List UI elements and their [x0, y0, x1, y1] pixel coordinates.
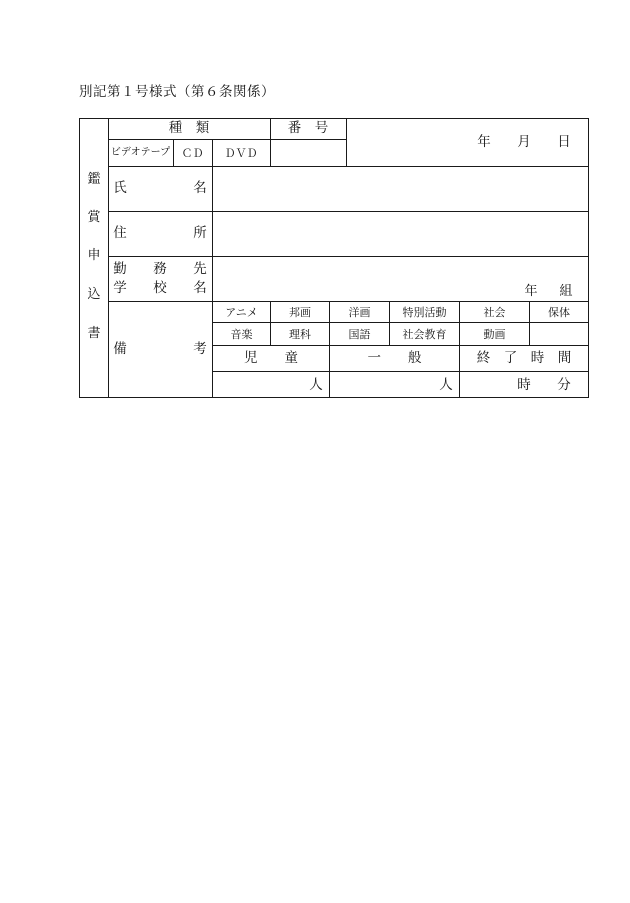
school-char-3: 名 [193, 280, 207, 297]
school-char-2: 校 [153, 280, 167, 297]
number-date-divider [346, 118, 347, 166]
children-label: 児 童 [244, 350, 298, 367]
children-count-unit: 人 [309, 377, 323, 394]
genre-social-education[interactable]: 社会教育 [402, 327, 447, 341]
address-label-left: 住 [113, 225, 127, 242]
border-right [588, 118, 589, 398]
end-hour-unit: 時 [517, 377, 531, 394]
date-month: 月 [517, 134, 531, 151]
genre-bottom-line [212, 345, 589, 346]
class-group-label: 組 [559, 283, 573, 299]
media-videotape: ビデオテープ [110, 147, 171, 158]
class-year-label: 年 [524, 283, 538, 299]
side-title-char-5: 書 [87, 325, 101, 341]
side-title-char-2: 賞 [87, 209, 101, 225]
name-field[interactable] [213, 167, 588, 211]
genre-social-studies[interactable]: 社会 [483, 305, 506, 319]
genre-japanese-language[interactable]: 国語 [348, 327, 371, 341]
name-label-right: 名 [193, 180, 207, 197]
form-caption: 別記第１号様式（第６条関係） [79, 84, 275, 100]
workplace-char-1: 勤 [113, 261, 127, 278]
workplace-char-2: 務 [153, 261, 167, 278]
genre-blank-cell[interactable] [530, 323, 588, 345]
kind-label: 種 類 [168, 120, 210, 137]
side-title-char-3: 申 [87, 247, 101, 263]
genre-health-pe[interactable]: 保体 [548, 305, 570, 319]
genre-anime[interactable]: アニメ [225, 305, 258, 319]
border-bottom [79, 397, 589, 398]
address-field[interactable] [213, 212, 588, 256]
genre-music[interactable]: 音楽 [230, 327, 253, 341]
remarks-label-right: 考 [193, 341, 207, 358]
school-char-1: 学 [113, 280, 127, 297]
side-title-char-1: 鑑 [87, 171, 101, 187]
address-label-right: 所 [193, 225, 207, 242]
workplace-char-3: 先 [193, 261, 207, 278]
genre-foreign-film[interactable]: 洋画 [348, 305, 371, 319]
end-minute-unit: 分 [557, 377, 571, 394]
summary-header-line [212, 371, 589, 372]
end-time-label: 終 了 時 間 [476, 350, 572, 367]
date-day: 日 [557, 134, 571, 151]
name-label-left: 氏 [113, 180, 127, 197]
genre-special-activities[interactable]: 特別活動 [402, 305, 447, 319]
genre-japanese-film[interactable]: 邦画 [289, 305, 311, 319]
media-dvd: ＤＶＤ [224, 146, 258, 160]
general-count-unit: 人 [439, 377, 453, 394]
media-cd: ＣＤ [181, 146, 204, 160]
date-year: 年 [477, 134, 491, 151]
number-label: 番 号 [287, 120, 329, 137]
genre-video[interactable]: 動画 [483, 327, 506, 341]
general-label: 一 般 [367, 350, 422, 367]
side-title-char-4: 込 [87, 286, 101, 302]
genre-science[interactable]: 理科 [289, 327, 311, 341]
remarks-label-left: 備 [113, 341, 127, 358]
